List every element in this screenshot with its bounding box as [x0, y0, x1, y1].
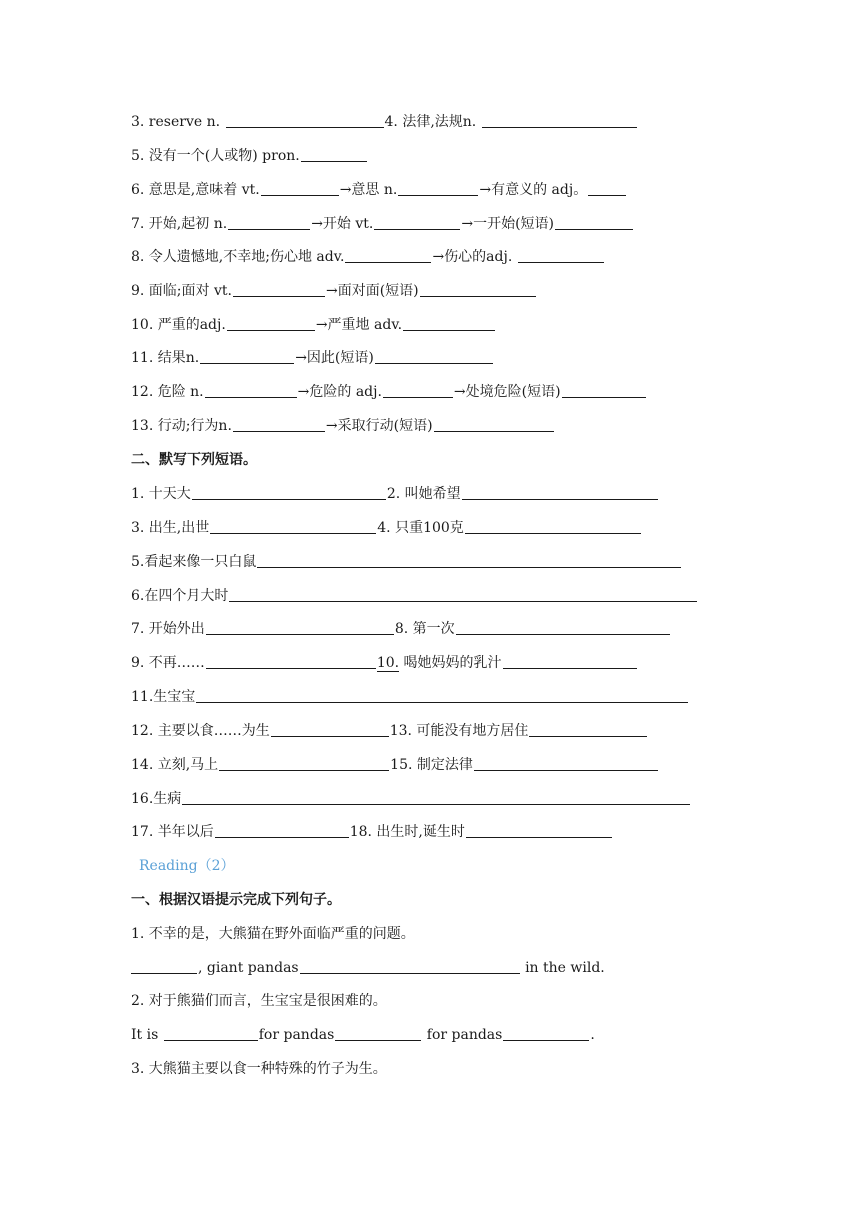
sentence-2-text-b: for pandas — [258, 1027, 335, 1043]
blank[interactable] — [503, 652, 637, 669]
item-11-prompt: 11. 结果n. — [131, 350, 200, 366]
phrase-line-1-2 — [131, 482, 659, 506]
phrase-line-12-13 — [131, 719, 648, 743]
blank[interactable] — [420, 280, 536, 297]
blank[interactable] — [456, 618, 670, 635]
phrase-12-prompt: 12. 主要以食……为生 — [131, 723, 270, 739]
vocab-line-6 — [131, 178, 627, 202]
vocab-line-3-4 — [131, 110, 638, 134]
item-6-prompt: 6. 意思是,意味着 vt. — [131, 182, 260, 198]
sentence-1-answer-line — [131, 956, 605, 980]
sentence-2-period: . — [590, 1027, 595, 1043]
blank[interactable] — [474, 754, 658, 771]
phrase-10-prompt: 喝她妈妈的乳汁 — [403, 655, 502, 671]
blank[interactable] — [465, 517, 641, 534]
section-3-heading: 一、根据汉语提示完成下列句子。 — [131, 892, 341, 908]
vocab-line-9 — [131, 279, 537, 303]
blank[interactable] — [226, 111, 384, 128]
item-4-prompt: 4. 法律,法规n. — [384, 114, 477, 130]
item-11-prompt-b: →因此(短语) — [295, 350, 374, 366]
item-6-prompt-b: →意思 n. — [339, 182, 398, 198]
phrase-line-6 — [131, 584, 698, 608]
blank[interactable] — [403, 314, 495, 331]
blank[interactable] — [257, 551, 681, 568]
blank[interactable] — [200, 347, 294, 364]
phrase-line-3-4 — [131, 516, 642, 540]
blank[interactable] — [588, 179, 626, 196]
sentence-1-text-b: in the wild. — [525, 960, 605, 976]
sentence-1-text-a: , giant pandas — [198, 960, 299, 976]
blank[interactable] — [227, 314, 315, 331]
blank[interactable] — [503, 1024, 589, 1041]
phrase-13-prompt: 13. 可能没有地方居住 — [389, 723, 529, 739]
phrase-8-prompt: 8. 第一次 — [394, 621, 455, 637]
item-13-prompt-b: →采取行动(短语) — [325, 418, 433, 434]
blank[interactable] — [164, 1024, 258, 1041]
vocab-line-5 — [131, 144, 368, 168]
item-6-prompt-c: →有意义的 adj。 — [479, 182, 588, 198]
blank[interactable] — [482, 111, 637, 128]
phrase-line-7-8 — [131, 617, 671, 641]
blank[interactable] — [233, 415, 325, 432]
blank[interactable] — [219, 754, 389, 771]
phrase-line-11 — [131, 685, 689, 709]
phrase-line-14-15 — [131, 753, 659, 777]
sentence-3-prompt: 3. 大熊猫主要以食一种特殊的竹子为生。 — [131, 1061, 387, 1077]
blank[interactable] — [210, 517, 376, 534]
vocab-line-12 — [131, 380, 647, 404]
phrase-line-17-18 — [131, 820, 613, 844]
phrase-15-prompt: 15. 制定法律 — [390, 757, 473, 773]
blank[interactable] — [518, 246, 604, 263]
item-10-prompt: 10. 严重的adj. — [131, 317, 226, 333]
vocab-line-8 — [131, 245, 605, 269]
blank[interactable] — [228, 213, 310, 230]
sentence-1-prompt: 1. 不幸的是，大熊猫在野外面临严重的问题。 — [131, 926, 415, 942]
sentence-2-prompt: 2. 对于熊猫们而言，生宝宝是很困难的。 — [131, 993, 387, 1009]
item-8-prompt-b: →伤心的adj. — [432, 249, 513, 265]
blank[interactable] — [206, 618, 394, 635]
blank[interactable] — [374, 213, 460, 230]
blank[interactable] — [215, 821, 349, 838]
blank[interactable] — [383, 381, 453, 398]
item-5-prompt: 5. 没有一个(人或物) pron. — [131, 148, 300, 164]
blank[interactable] — [192, 483, 386, 500]
item-7-prompt-c: →一开始(短语) — [461, 216, 555, 232]
phrase-line-16 — [131, 787, 691, 811]
phrase-18-prompt: 18. 出生时,诞生时 — [349, 824, 465, 840]
blank[interactable] — [529, 720, 647, 737]
phrase-9-prompt: 9. 不再…… — [131, 655, 205, 671]
item-7-prompt: 7. 开始,起初 n. — [131, 216, 228, 232]
blank[interactable] — [206, 652, 376, 669]
phrase-line-5 — [131, 550, 682, 574]
phrase-4-prompt: 4. 只重100克 — [377, 520, 464, 536]
item-10-prompt-b: →严重地 adv. — [315, 317, 403, 333]
vocab-line-11 — [131, 346, 494, 370]
item-7-prompt-b: →开始 vt. — [311, 216, 374, 232]
phrase-1-prompt: 1. 十天大 — [131, 486, 191, 502]
blank[interactable] — [261, 179, 339, 196]
reading-section-title: Reading（2） — [139, 858, 235, 874]
phrase-2-prompt: 2. 叫她希望 — [386, 486, 461, 502]
blank[interactable] — [301, 145, 367, 162]
blank[interactable] — [205, 381, 297, 398]
phrase-17-prompt: 17. 半年以后 — [131, 824, 214, 840]
blank[interactable] — [562, 381, 646, 398]
blank[interactable] — [466, 821, 612, 838]
blank[interactable] — [375, 347, 493, 364]
phrase-6-prompt: 6.在四个月大时 — [131, 588, 229, 604]
item-13-prompt: 13. 行动;行为n. — [131, 418, 232, 434]
phrase-5-prompt: 5.看起来像一只白鼠 — [131, 554, 257, 570]
blank[interactable] — [131, 957, 197, 974]
sentence-2-text-a: It is — [131, 1027, 159, 1043]
section-2-heading: 二、默写下列短语。 — [131, 452, 257, 468]
phrase-3-prompt: 3. 出生,出世 — [131, 520, 210, 536]
phrase-7-prompt: 7. 开始外出 — [131, 621, 205, 637]
blank[interactable] — [555, 213, 633, 230]
phrase-14-prompt: 14. 立刻,马上 — [131, 757, 219, 773]
blank[interactable] — [462, 483, 658, 500]
blank[interactable] — [434, 415, 554, 432]
item-12-prompt-c: →处境危险(短语) — [453, 384, 561, 400]
phrase-16-prompt: 16.生病 — [131, 791, 182, 807]
phrase-11-prompt: 11.生宝宝 — [131, 689, 196, 705]
item-9-prompt-b: →面对面(短语) — [325, 283, 419, 299]
blank[interactable] — [196, 686, 688, 703]
vocab-line-7 — [131, 212, 634, 236]
blank[interactable] — [229, 585, 697, 602]
item-12-prompt: 12. 危险 n. — [131, 384, 204, 400]
item-3-prompt: 3. reserve n. — [131, 114, 221, 130]
item-9-prompt: 9. 面临;面对 vt. — [131, 283, 232, 299]
item-12-prompt-b: →危险的 adj. — [297, 384, 382, 400]
blank[interactable] — [345, 246, 431, 263]
vocab-line-13 — [131, 414, 555, 438]
blank[interactable] — [300, 957, 520, 974]
blank[interactable] — [233, 280, 325, 297]
phrase-10-number: 10. — [376, 655, 400, 671]
phrase-line-9-10 — [131, 651, 638, 675]
blank[interactable] — [335, 1024, 421, 1041]
sentence-2-answer-line — [131, 1023, 595, 1047]
blank[interactable] — [398, 179, 478, 196]
blank[interactable] — [182, 788, 690, 805]
sentence-2-text-c: for pandas — [426, 1027, 503, 1043]
item-8-prompt: 8. 令人遗憾地,不幸地;伤心地 adv. — [131, 249, 345, 265]
vocab-line-10 — [131, 313, 496, 337]
blank[interactable] — [271, 720, 389, 737]
